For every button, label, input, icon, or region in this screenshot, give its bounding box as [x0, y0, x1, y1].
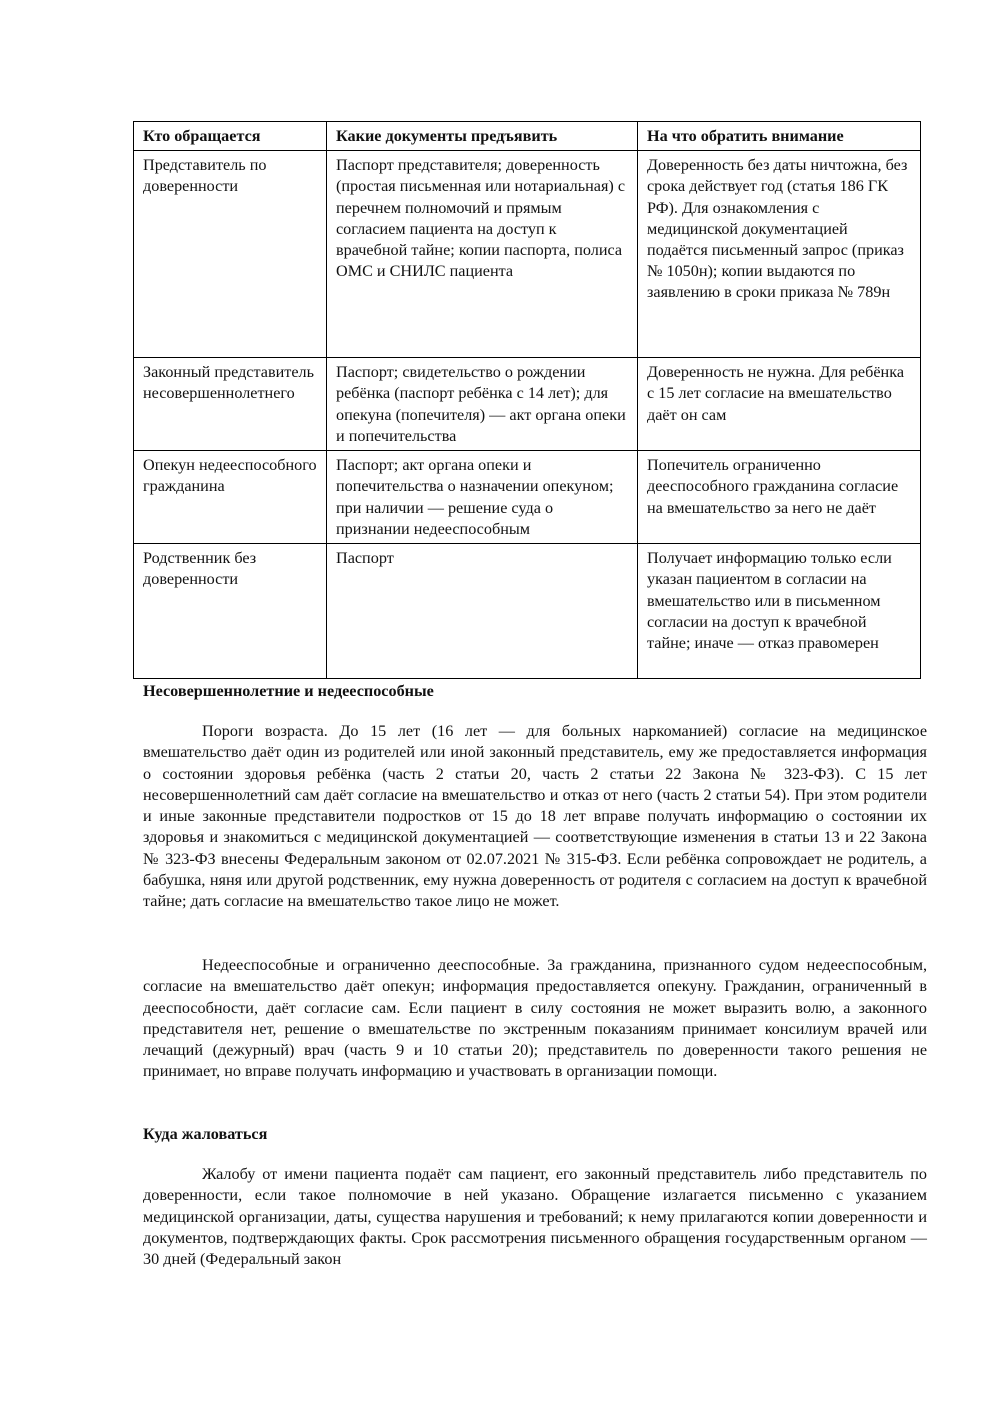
- table-row: [134, 544, 921, 679]
- column-header-notes: На что обратить внимание: [638, 122, 921, 151]
- cell-notes: Доверенность без даты ничтожна, без срока действует год (статья 186 ГК РФ). Для ознакомления с медицинской документацией подаётся письменный запрос (приказ № 1050н); копии выдаются по заявлению в сроки приказа № 789н: [638, 151, 921, 358]
- cell-documents: Паспорт; свидетельство о рождении ребёнка (паспорт ребёнка с 14 лет); для опекуна (попечителя) — акт органа опеки и попечительства: [327, 358, 638, 451]
- cell-who: Законный представитель несовершеннолетнего: [134, 358, 327, 451]
- table-header-row: [134, 122, 921, 151]
- paragraph-age-thresholds: Пороги возраста. До 15 лет (16 лет — для больных наркоманией) согласие на медицинское вмешательство даёт один из родителей или иной законный представитель, ему же предоставляется информация о состоянии здоровья ребёнка (часть 2 статьи 20, часть 2 статьи 22 Закона № 323-ФЗ). С 15 лет несовершеннолетний сам даёт согласие на вмешательство и отказ от него (часть 2 статьи 54). При этом родители и иные законные представители подростков от 15 до 18 лет вправе получать информацию о состоянии их здоровья и знакомиться с медицинской документацией — соответствующие изменения в статьи 13 и 22 Закона № 323-ФЗ внесены Федеральным законом от 02.07.2021 № 315-ФЗ. Если ребёнка сопровождает не родитель, а бабушка, няня или другой родственник, ему нужна доверенность от родителя с согласием на доступ к врачебной тайне; дать согласие на вмешательство такое лицо не может.: [143, 722, 927, 911]
- cell-documents: Паспорт представителя; доверенность (простая письменная или нотариальная) с перечнем полномочий и прямым согласием пациента на доступ к врачебной тайне; копии паспорта, полиса ОМС и СНИЛС пациента: [327, 151, 638, 358]
- table-row: [134, 451, 921, 544]
- cell-who: Опекун недееспособного гражданина: [134, 451, 327, 544]
- table-row: [134, 151, 921, 358]
- cell-documents: Паспорт; акт органа опеки и попечительства о назначении опекуном; при наличии — решение суда о признании недееспособным: [327, 451, 638, 544]
- cell-documents: Паспорт: [327, 544, 638, 679]
- cell-who: Представитель по доверенности: [134, 151, 327, 358]
- paragraph-incapacitated: Недееспособные и ограниченно дееспособные. За гражданина, признанного судом недееспособным, согласие на вмешательство даёт опекун; информация предоставляется опекуну. Гражданин, ограниченный в дееспособности, даёт согласие сам. Если пациент в силу состояния не может выразить волю, а законного представителя нет, решение о вмешательстве по экстренным показаниям принимает консилиум врачей или лечащий (дежурный) врач (часть 9 и 10 статьи 20); представитель по доверенности такого решения не принимает, но вправе получать информацию и участвовать в организации помощи.: [143, 956, 927, 1081]
- section-heading-minors: Несовершеннолетние и недееспособные: [143, 682, 434, 700]
- paragraph-complaints: Жалобу от имени пациента подаёт сам пациент, его законный представитель либо представитель по доверенности, если такое полномочие в ней указано. Обращение излагается письменно с указанием медицинской организации, даты, существа нарушения и требований; к нему прилагаются копии доверенности и документов, подтверждающих факты. Срок рассмотрения письменного обращения государственным органом — 30 дней (Федеральный закон: [143, 1165, 927, 1269]
- cell-notes: Доверенность не нужна. Для ребёнка с 15 лет согласие на вмешательство даёт он сам: [638, 358, 921, 451]
- column-header-who: Кто обращается: [134, 122, 327, 151]
- representatives-table: [133, 121, 921, 679]
- column-header-documents: Какие документы предъявить: [327, 122, 638, 151]
- table-row: [134, 358, 921, 451]
- cell-notes: Получает информацию только если указан пациентом в согласии на вмешательство или в письменном согласии на доступ к врачебной тайне; иначе — отказ правомерен: [638, 544, 921, 679]
- section-heading-complaints: Куда жаловаться: [143, 1125, 268, 1143]
- cell-who: Родственник без доверенности: [134, 544, 327, 679]
- cell-notes: Попечитель ограниченно дееспособного гражданина согласие на вмешательство за него не даёт: [638, 451, 921, 544]
